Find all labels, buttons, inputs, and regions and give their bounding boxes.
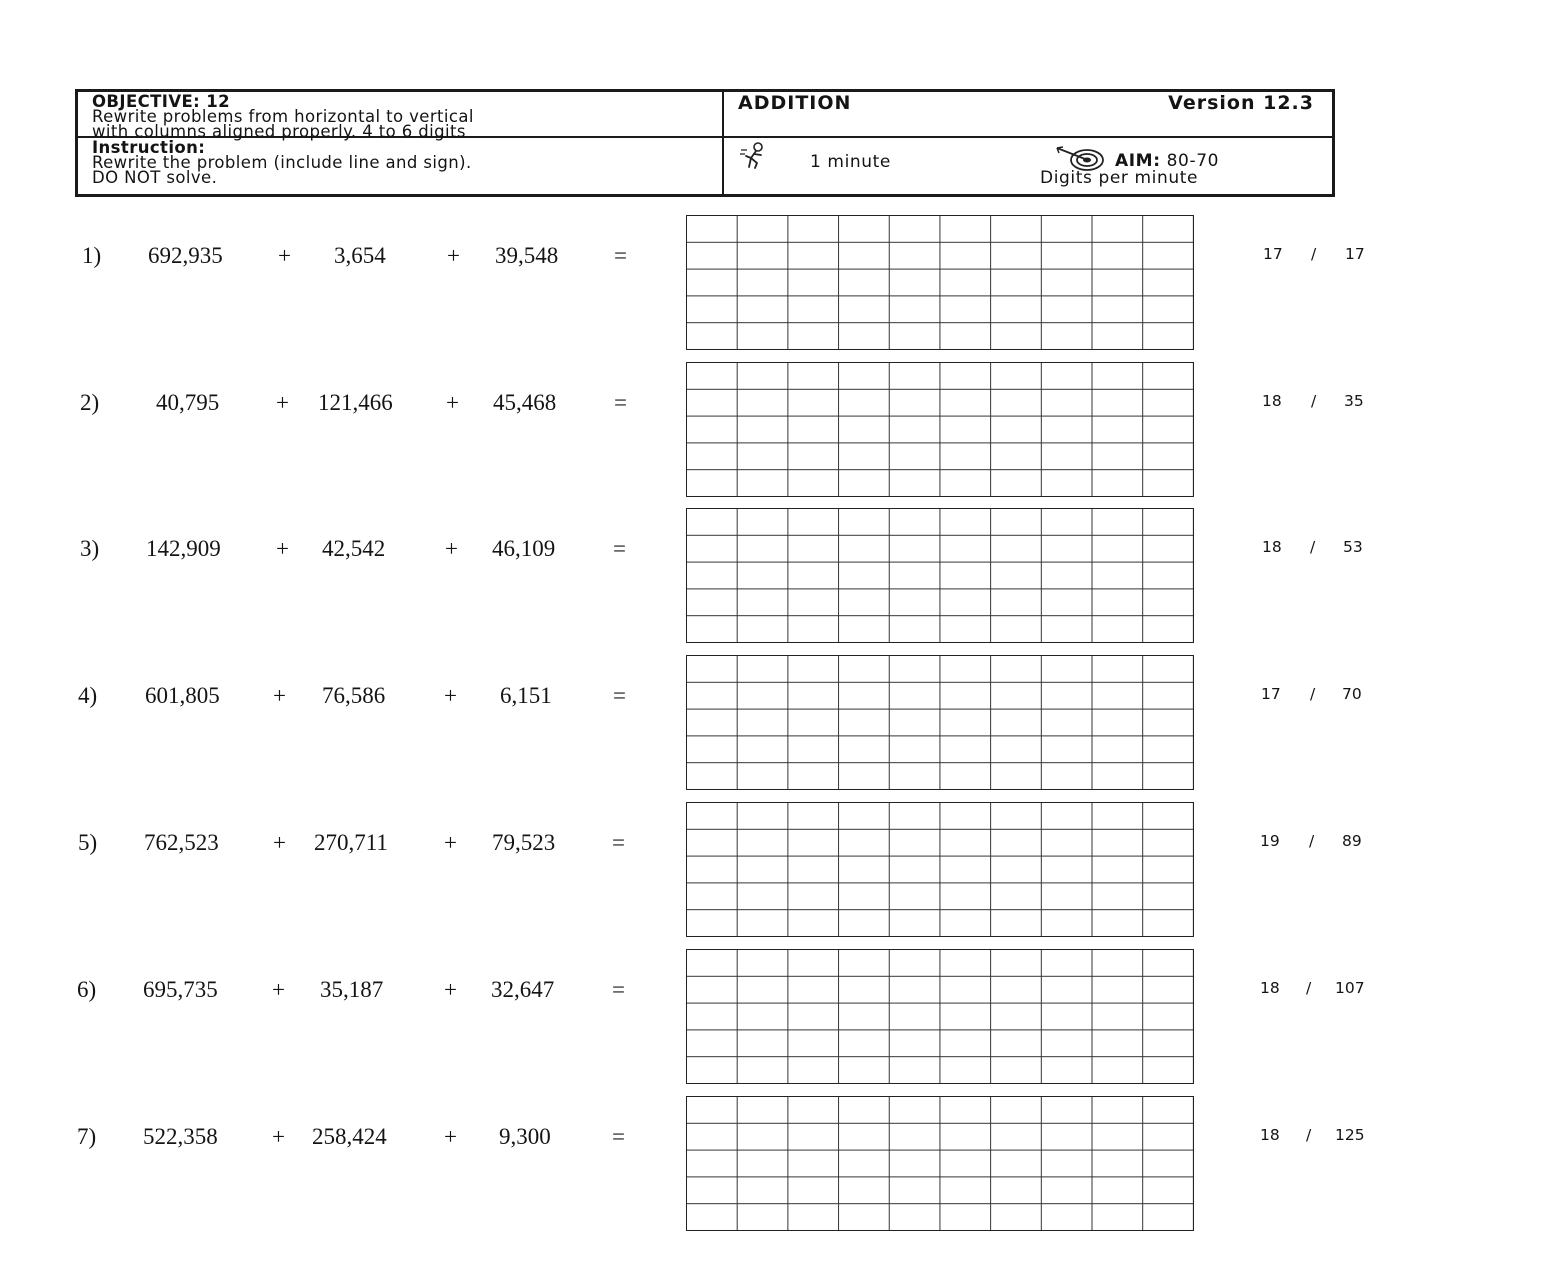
problem-number: 4) [78, 683, 98, 708]
answer-grid[interactable] [686, 655, 1194, 790]
tally-slash: / [1311, 392, 1317, 410]
problem-number: 2) [80, 390, 100, 415]
plus-sign-2: + [444, 683, 457, 708]
addend-2: 121,466 [318, 390, 393, 415]
answer-grid[interactable] [686, 215, 1194, 350]
tally-slash: / [1309, 832, 1315, 850]
answer-grid[interactable] [686, 949, 1194, 1084]
digit-count: 18 [1260, 979, 1280, 997]
addend-3: 6,151 [500, 683, 552, 708]
objective-line-2: with columns aligned properly. 4 to 6 digits [92, 122, 466, 141]
objective-line-1: Rewrite problems from horizontal to vertical [92, 107, 474, 126]
aim-unit: Digits per minute [1040, 168, 1199, 188]
objective-label: OBJECTIVE: 12 [92, 92, 231, 111]
tally-slash: / [1306, 1126, 1312, 1144]
cumulative-count: 89 [1342, 832, 1362, 850]
problem-number: 5) [78, 830, 98, 855]
problem-row-4 [0, 655, 1562, 791]
digit-count: 18 [1262, 392, 1282, 410]
problem-number: 6) [77, 977, 97, 1002]
addend-3: 39,548 [495, 243, 559, 268]
plus-sign-1: + [276, 536, 289, 561]
answer-grid[interactable] [686, 508, 1194, 643]
plus-sign-2: + [444, 1124, 457, 1149]
tally-slash: / [1310, 685, 1316, 703]
digit-count: 18 [1260, 1126, 1280, 1144]
equals-sign: = [614, 390, 627, 415]
digit-count: 19 [1260, 832, 1280, 850]
cumulative-count: 70 [1342, 685, 1362, 703]
objective-cell [92, 94, 718, 139]
addend-2: 76,586 [322, 683, 386, 708]
plus-sign-1: + [276, 390, 289, 415]
plus-sign-2: + [447, 243, 460, 268]
worksheet-title: ADDITION [738, 92, 852, 114]
problem-row-5 [0, 802, 1562, 938]
answer-grid[interactable] [686, 1096, 1194, 1231]
equals-sign: = [613, 683, 626, 708]
addend-3: 32,647 [491, 977, 555, 1002]
addend-2: 42,542 [322, 536, 386, 561]
runner-icon [738, 140, 770, 170]
addend-3: 45,468 [493, 390, 557, 415]
digit-count: 17 [1261, 685, 1281, 703]
problem-number: 7) [77, 1124, 97, 1149]
worksheet-header [75, 89, 1335, 197]
answer-grid[interactable] [686, 362, 1194, 497]
addend-2: 258,424 [312, 1124, 387, 1149]
problem-number: 1) [82, 243, 102, 268]
cumulative-count: 17 [1345, 245, 1365, 263]
addend-3: 9,300 [499, 1124, 551, 1149]
instruction-line-1: Rewrite the problem (include line and sign). [92, 153, 472, 172]
addend-3: 79,523 [492, 830, 556, 855]
aim-value: 80-70 [1166, 151, 1220, 171]
plus-sign-1: + [272, 1124, 285, 1149]
plus-sign-2: + [444, 977, 457, 1002]
worksheet-version: Version 12.3 [1168, 92, 1314, 114]
addend-2: 270,711 [314, 830, 388, 855]
problem-number: 3) [80, 536, 100, 561]
equals-sign: = [613, 536, 626, 561]
problem-row-3 [0, 508, 1562, 644]
addend-2: 35,187 [320, 977, 384, 1002]
tally-slash: / [1306, 979, 1312, 997]
plus-sign-1: + [273, 830, 286, 855]
addend-1: 692,935 [148, 243, 223, 268]
tally-slash: / [1311, 245, 1317, 263]
aim-label: AIM: [1115, 151, 1161, 171]
cumulative-count: 107 [1335, 979, 1365, 997]
plus-sign-1: + [272, 977, 285, 1002]
instruction-label: Instruction: [92, 138, 206, 157]
addend-1: 601,805 [145, 683, 220, 708]
addend-1: 522,358 [143, 1124, 218, 1149]
addend-2: 3,654 [334, 243, 386, 268]
addend-1: 695,735 [143, 977, 218, 1002]
addend-1: 142,909 [146, 536, 221, 561]
plus-sign-1: + [278, 243, 291, 268]
equals-sign: = [612, 830, 625, 855]
header-divider-vertical [722, 92, 724, 194]
tally-slash: / [1310, 538, 1316, 556]
plus-sign-1: + [273, 683, 286, 708]
addend-1: 40,795 [156, 390, 220, 415]
addend-3: 46,109 [492, 536, 556, 561]
cumulative-count: 125 [1335, 1126, 1365, 1144]
cumulative-count: 53 [1343, 538, 1363, 556]
plus-sign-2: + [446, 390, 459, 415]
answer-grid[interactable] [686, 802, 1194, 937]
cumulative-count: 35 [1344, 392, 1364, 410]
time-limit: 1 minute [810, 152, 891, 172]
equals-sign: = [614, 243, 627, 268]
instruction-cell [92, 140, 718, 185]
digit-count: 17 [1263, 245, 1283, 263]
problem-row-7 [0, 1096, 1562, 1232]
equals-sign: = [612, 1124, 625, 1149]
problem-row-2 [0, 362, 1562, 498]
problem-row-6 [0, 949, 1562, 1085]
instruction-line-2: DO NOT solve. [92, 168, 218, 187]
addend-1: 762,523 [144, 830, 219, 855]
plus-sign-2: + [445, 536, 458, 561]
plus-sign-2: + [444, 830, 457, 855]
equals-sign: = [612, 977, 625, 1002]
digit-count: 18 [1262, 538, 1282, 556]
problem-row-1 [0, 215, 1562, 351]
